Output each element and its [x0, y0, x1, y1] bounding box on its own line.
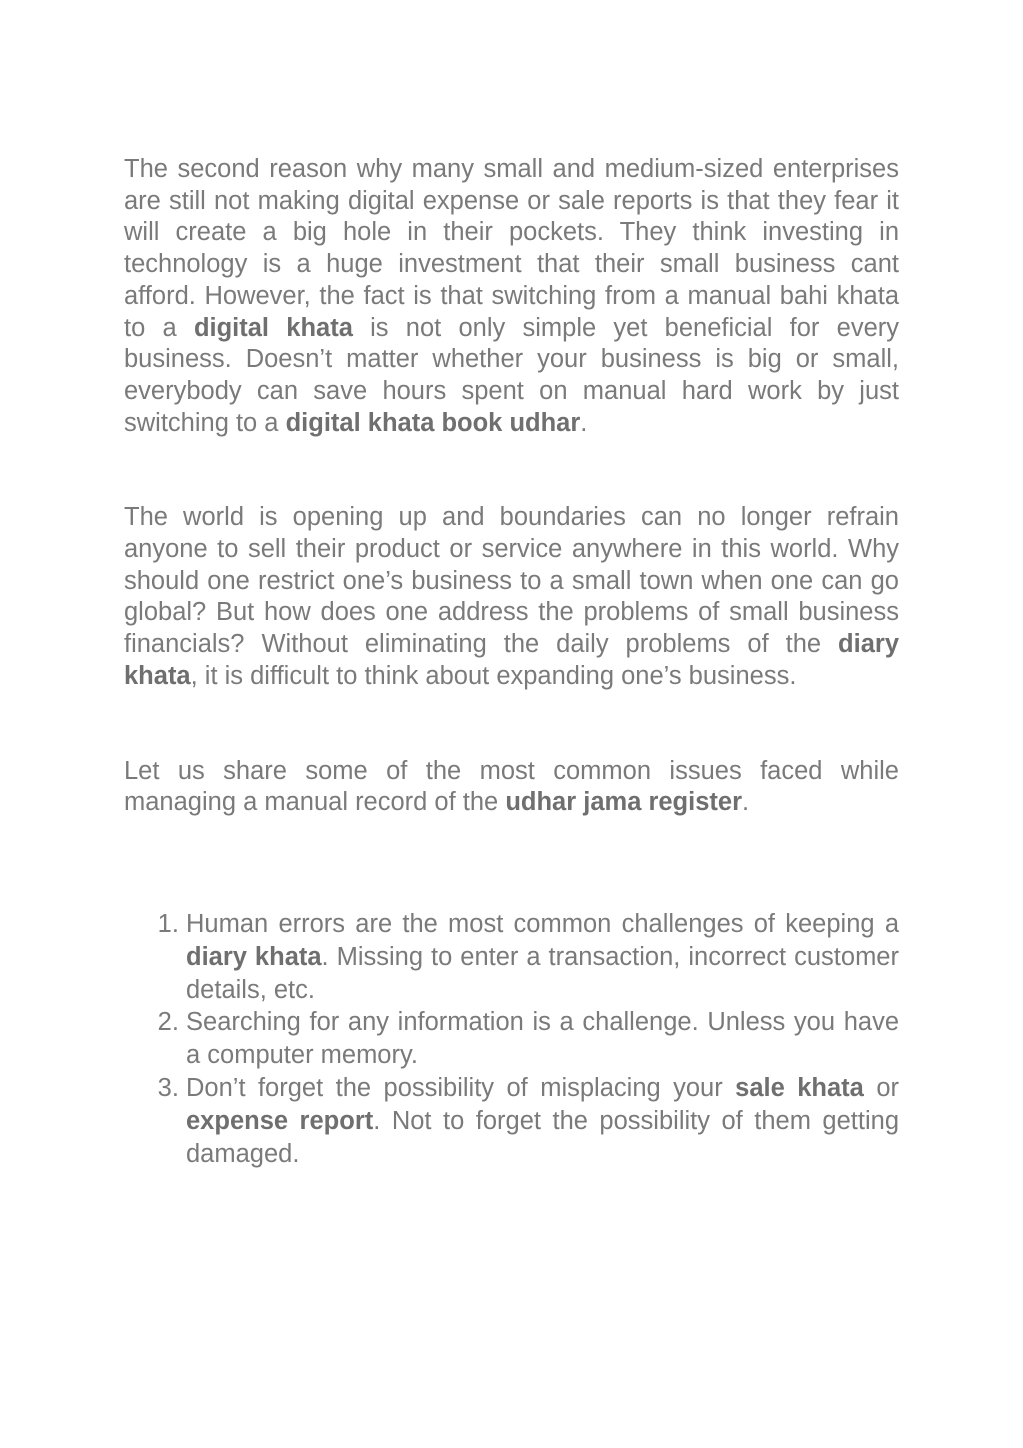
keyword-digital-khata: digital khata	[193, 313, 353, 342]
paragraph-going-global	[124, 502, 899, 692]
keyword-expense-report: expense report	[186, 1106, 374, 1135]
text: Don’t forget the possibility of misplacing your	[186, 1073, 736, 1102]
keyword-diary-khata: diary khata	[124, 630, 899, 690]
keyword-udhar-jama-register: udhar jama register	[505, 788, 742, 817]
text: is not only simple yet beneficial for every business. Doesn’t matter whether your business is big or small, everybody can save hours spent on manual hard work by just switching to a	[124, 313, 899, 437]
keyword-diary-khata: diary khata	[186, 942, 322, 971]
keyword-sale-khata: sale khata	[735, 1073, 864, 1102]
text: The second reason why many small and medium-sized enterprises are still not making digital expense or sale reports is that they fear it will create a big hole in their pockets. They think investing in technology is a huge investment that their small business cant afford. However, the fact is that switching from a manual bahi khata to a	[124, 155, 899, 342]
list-item-misplacing	[186, 1072, 899, 1170]
list-item-human-errors	[186, 908, 899, 1006]
text: . Missing to enter a transaction, incorrect customer details, etc.	[186, 942, 899, 1004]
text: , it is difficult to think about expanding one’s business.	[190, 661, 797, 690]
paragraph-intro-issues	[124, 756, 899, 819]
text: Searching for any information is a challenge. Unless you have a computer memory.	[186, 1008, 899, 1070]
text: .	[580, 408, 588, 437]
text: . Not to forget the possibility of them getting damaged.	[186, 1106, 899, 1168]
document-page	[124, 154, 899, 1170]
text: or	[863, 1073, 899, 1102]
text: Human errors are the most common challenges of keeping a	[186, 909, 899, 938]
list-item-searching	[186, 1006, 899, 1072]
keyword-digital-khata-book-udhar: digital khata book udhar	[285, 408, 581, 437]
text: .	[742, 788, 750, 817]
text: Let us share some of the most common issues faced while managing a manual record of the	[124, 756, 899, 817]
paragraph-cost-concerns	[124, 154, 899, 439]
issues-list	[124, 908, 899, 1170]
text: The world is opening up and boundaries can no longer refrain anyone to sell their product or service anywhere in this world. Why should one restrict one’s business to a small town when one can go global? But how does one address the problems of small business financials? Without eliminating the daily problems of the	[124, 503, 899, 659]
